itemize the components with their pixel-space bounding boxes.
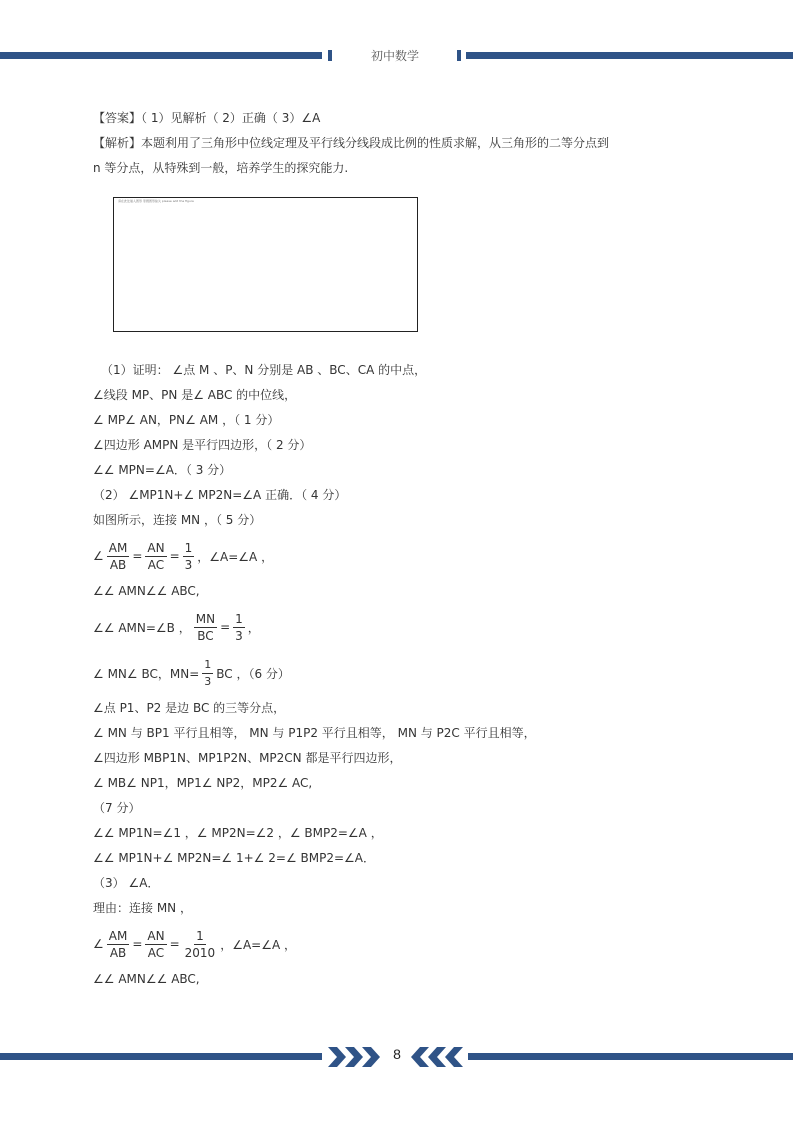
solution-line-10: ∠ MN 与 BP1 平行且相等， MN 与 P1P2 平行且相等， MN 与 P2C 平行且相等， <box>93 726 536 740</box>
solution-line-4: ∠四边形 AMPN 是平行四边形，（ 2 分） <box>93 438 312 452</box>
fraction-denominator: 2010 <box>184 945 216 960</box>
equals-sign: = <box>220 620 231 634</box>
fraction-numerator: 1 <box>184 540 193 555</box>
answer-tag: 【答案】 <box>93 111 142 125</box>
formula-suffix: ， <box>247 620 260 635</box>
header-bar-right <box>466 52 793 59</box>
header-title: 初中数学 <box>370 49 419 63</box>
fraction-numerator: 1 <box>196 928 204 943</box>
figure-caption: 请在此处插入图形 原题图形缺失 please add the figure <box>118 199 194 203</box>
fraction-one-third <box>202 657 213 690</box>
fraction-an-ac <box>145 540 166 573</box>
footer-chevrons-left-icon <box>409 1045 465 1069</box>
fraction-mn-bc <box>194 611 217 644</box>
analysis-tag: 【解析】 <box>93 136 142 150</box>
fraction-denominator: AC <box>147 945 165 960</box>
fraction-am-ab <box>107 928 130 961</box>
solution-line-2: ∠线段 MP、PN 是∠ ABC 的中位线， <box>93 388 297 402</box>
fraction-numerator: AM <box>108 928 128 943</box>
answer-text: （ 1）见解析（ 2）正确（ 3）∠A <box>141 111 321 125</box>
fraction-numerator: 1 <box>235 611 243 626</box>
solution-line-7: 如图所示，连接 MN ，（ 5 分） <box>93 513 262 527</box>
solution-line-16: （3） ∠A． <box>93 876 160 890</box>
formula-ratio-4 <box>93 921 713 967</box>
solution-line-12: ∠ MB∠ NP1，MP1∠ NP2，MP2∠ AC, <box>93 776 313 790</box>
fraction-numerator: AN <box>147 540 165 555</box>
solution-line-6: （2） ∠MP1N+∠ MP2N=∠A 正确．（ 4 分） <box>93 488 347 502</box>
fraction-one-third <box>233 611 245 644</box>
footer-bar-left <box>0 1053 322 1060</box>
fraction-an-ac <box>145 928 166 961</box>
formula-ratio-2 <box>93 604 713 650</box>
equals-sign: = <box>169 549 180 563</box>
fraction-denominator: AB <box>109 945 127 960</box>
solution-line-8: ∠∠ AMN∠∠ ABC, <box>93 584 200 598</box>
solution-line-5: ∠∠ MPN=∠A．（ 3 分） <box>93 463 232 477</box>
solution-line-17: 理由：连接 MN ， <box>93 901 192 915</box>
equals-sign: = <box>132 937 143 951</box>
page-number: 8 <box>393 1046 401 1062</box>
fraction-denominator: 3 <box>235 628 243 643</box>
answer-line <box>93 106 713 131</box>
footer-bar-right <box>468 1053 793 1060</box>
fraction-denominator: AC <box>147 557 165 572</box>
formula-prefix: ∠∠ AMN=∠B ， <box>93 620 191 635</box>
fraction-one-third <box>183 540 195 573</box>
header-tick-left <box>328 50 332 61</box>
fraction-numerator: 1 <box>202 657 213 674</box>
document-body <box>93 106 713 992</box>
solution-line-14: ∠∠ MP1N=∠1 ，∠ MP2N=∠2 ，∠ BMP2=∠A ， <box>93 826 383 840</box>
solution-line-1: （1）证明： ∠点 M 、P、N 分别是 AB 、BC、CA 的中点， <box>101 363 427 377</box>
equals-sign: = <box>132 549 143 563</box>
formula-prefix: ∠ <box>93 549 104 563</box>
formula-suffix: BC ，（6 分） <box>216 666 290 681</box>
solution-line-9: ∠点 P1、P2 是边 BC 的三等分点， <box>93 701 286 715</box>
fraction-denominator: AB <box>109 557 127 572</box>
header-tick-right <box>457 50 461 61</box>
formula-prefix: ∠ MN∠ BC，MN= <box>93 666 200 681</box>
solution-line-13: （7 分） <box>93 801 141 815</box>
fraction-numerator: MN <box>195 611 216 626</box>
fraction-denominator: BC <box>197 628 214 643</box>
fraction-denominator: 3 <box>184 557 193 572</box>
footer-chevrons-right-icon <box>326 1045 382 1069</box>
fraction-numerator: AN <box>147 928 165 943</box>
analysis-text-1: 本题利用了三角形中位线定理及平行线分线段成比例的性质求解，从三角形的二等分点到 <box>141 136 610 150</box>
fraction-denominator: 3 <box>204 674 212 688</box>
solution-line-3: ∠ MP∠ AN，PN∠ AM ，（ 1 分） <box>93 413 280 427</box>
solution-line-18: ∠∠ AMN∠∠ ABC, <box>93 972 200 986</box>
solution-line-11: ∠四边形 MBP1N、MP1P2N、MP2CN 都是平行四边形， <box>93 751 402 765</box>
fraction-numerator: AM <box>108 540 128 555</box>
analysis-line-1 <box>93 131 713 156</box>
formula-suffix: ，∠A=∠A ， <box>197 549 274 564</box>
analysis-line-2: n 等分点，从特殊到一般，培养学生的探究能力. <box>93 161 349 175</box>
fraction-am-ab <box>107 540 130 573</box>
formula-ratio-3 <box>93 650 713 696</box>
formula-suffix: ，∠A=∠A ， <box>220 937 296 952</box>
fraction-one-over-2010 <box>183 928 218 961</box>
solution-line-15: ∠∠ MP1N+∠ MP2N=∠ 1+∠ 2=∠ BMP2=∠A． <box>93 851 375 865</box>
formula-prefix: ∠ <box>93 937 104 951</box>
formula-ratio-1 <box>93 533 713 579</box>
figure-placeholder <box>113 197 418 332</box>
equals-sign: = <box>169 937 180 951</box>
header-bar-left <box>0 52 322 59</box>
